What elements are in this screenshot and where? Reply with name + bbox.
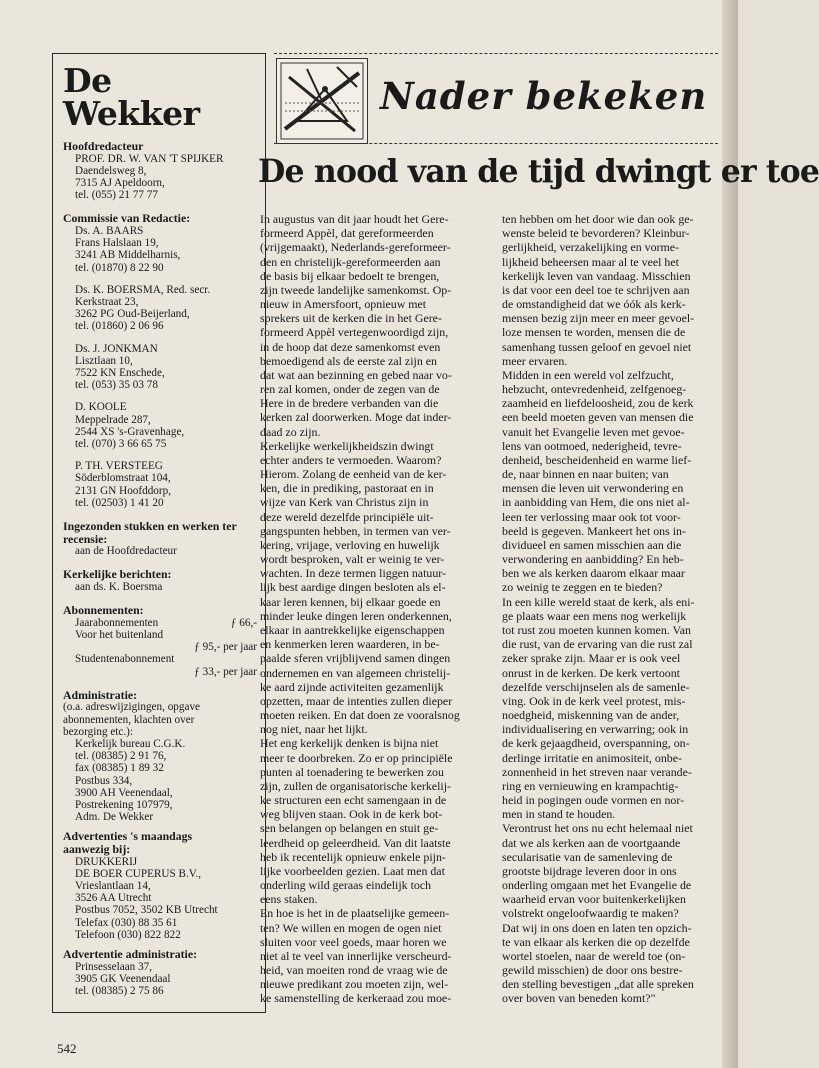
article-line: moeten reiken. En dat doen ze vooralsnog — [260, 708, 460, 723]
adv-admin-line: tel. (08385) 2 75 86 — [75, 985, 164, 998]
article-line: wachten. In deze termen liggen natuur- — [260, 566, 446, 581]
masthead-title: De Wekker — [63, 61, 200, 133]
article-line: dat wat aan bezinning en gebed naar vo- — [260, 367, 452, 382]
article-line: (vrijgemaakt), Nederlands-gereformeer- — [260, 240, 451, 255]
ingezonden-line: aan de Hoofdredacteur — [75, 545, 177, 558]
masthead-section-line: tel. (01860) 2 06 96 — [75, 320, 164, 333]
abonnement-jaar-label: Jaarabonnementen — [75, 616, 159, 629]
article-line: lijk best aardige dingen besloten als el- — [260, 580, 446, 595]
article-line: zijn tweede landelijke samenkomst. Op- — [260, 282, 452, 297]
abonnement-student-label: Studentenabonnement — [75, 653, 175, 666]
masthead-editors — [63, 140, 257, 509]
ingezonden-block — [63, 520, 257, 557]
administratie-note-1: (o.a. adreswijzigingen, opgave — [63, 701, 200, 714]
article-line: de, naar binnen en naar buiten; van — [502, 467, 669, 482]
masthead-section — [63, 460, 257, 509]
masthead-section-line: Söderblomstraat 104, — [75, 472, 171, 485]
article-line: men in stand te houden. — [502, 807, 616, 822]
article-line: denheid, bescheidenheid en warme lief- — [502, 452, 692, 467]
article-line: onrust in de kerken. De kerk vertoont — [502, 665, 680, 680]
administratie-line: Postrekening 107979, — [75, 799, 173, 812]
masthead-section — [63, 401, 257, 450]
masthead-section-line: 3262 PG Oud-Beijerland, — [75, 308, 190, 321]
masthead-section-line: 3241 AB Middelharnis, — [75, 249, 181, 262]
article-line: lijkheid beheersen maar al te veel het — [502, 254, 679, 269]
article-line: ke aard zijnde activiteiten gezamenlijk — [260, 679, 444, 694]
article-line: wordt besproken, valt er weinig te ver- — [260, 552, 445, 567]
ingezonden-heading: Ingezonden stukken en werken ter recensie: — [63, 519, 237, 546]
adv-admin-line: Prinsesselaan 37, — [75, 960, 153, 973]
article-line: opzetten, maar de intenties zullen dieper — [260, 693, 453, 708]
masthead-section-line: PROF. DR. W. VAN 'T SPIJKER — [75, 152, 224, 165]
article-line: leen ter verlossing maar ook tot voor- — [502, 509, 681, 524]
article-line: waarheid ervan voor buitenkerkelijken — [502, 892, 686, 907]
article-column-1 — [260, 212, 492, 1006]
article-line: wenste beleid te bevorderen? Kleinbur- — [502, 226, 690, 241]
advertenties-block — [63, 830, 257, 941]
article-line: de basis bij elkaar bedoelt te brengen, — [260, 268, 440, 283]
masthead-section — [63, 343, 257, 392]
article-line: en kenmerken leren waarderen, in be- — [260, 637, 440, 652]
article-line: gangspunten hebben, in termen van ver- — [260, 523, 451, 538]
article-line: sen belangen op belangen en stuit ge- — [260, 821, 439, 836]
section-logo — [276, 58, 368, 144]
masthead-section-line: Ds. J. JONKMAN — [75, 342, 158, 355]
article-line: de kerk gejaagdheid, overspanning, on- — [502, 736, 690, 751]
article-line: nieuw in Amersfoort, opnieuw met — [260, 297, 427, 312]
masthead-section-line: tel. (055) 21 77 77 — [75, 189, 158, 202]
article-line: ten hebben om het door wie dan ook ge- — [502, 212, 694, 226]
advertenties-line: 3526 AA Utrecht — [75, 892, 152, 905]
article-line: paalde sferen vrijblijvend samen dingen — [260, 651, 451, 666]
administratie-block — [63, 689, 257, 824]
advertenties-line: DE BOER CUPERUS B.V., — [75, 867, 201, 880]
article-line: daad zo zijn. — [260, 424, 321, 439]
article-line: weg blijven staan. Ook in de kerk bot- — [260, 807, 443, 822]
abonnementen-heading: Abonnementen: — [63, 603, 144, 618]
page-number: 542 — [57, 1041, 77, 1056]
kerkelijk-heading: Kerkelijke berichten: — [63, 567, 172, 582]
advertenties-lines — [63, 856, 257, 941]
masthead-section-line: Kerkstraat 23, — [75, 296, 139, 309]
kerkelijk-block — [63, 568, 257, 593]
advertenties-line: DRUKKERIJ — [75, 855, 138, 868]
article-line: loze mensen te worden, mensen die de — [502, 325, 686, 340]
article-line: over boven van beneden komt?" — [502, 991, 656, 1006]
advertenties-line: Vrieslantlaan 14, — [75, 880, 151, 893]
article-line: echter anders te vermoeden. Waarom? — [260, 452, 442, 467]
article-line: ke structuren een echt samengaan in de — [260, 793, 447, 808]
masthead-section-line: Ds. K. BOERSMA, Red. secr. — [75, 283, 211, 296]
administratie-line: fax (08385) 1 89 32 — [75, 762, 164, 775]
article-line: zonnenheid in het streven naar verande- — [502, 764, 692, 779]
article-line: En hoe is het in de plaatselijke gemeen- — [260, 906, 450, 921]
masthead-section-heading: Hoofdredacteur — [63, 139, 144, 153]
article-line: Dat wij in ons doen en laten ten opzich- — [502, 920, 692, 935]
drafting-tools-icon — [277, 59, 367, 143]
abonnement-buitenland-price: ƒ 95,- per jaar — [194, 641, 257, 654]
administratie-heading: Administratie: — [63, 687, 138, 702]
article-line: heb ik recentelijk opnieuw enkele pijn- — [260, 849, 446, 864]
masthead-section — [63, 140, 257, 201]
article-line: zaamheid en liefdeloosheid, zou de kerk — [502, 396, 694, 411]
adv-admin-lines — [63, 961, 257, 998]
article-line: Verontrust het ons nu echt helemaal niet — [502, 821, 693, 836]
administratie-line: 3900 AH Veenendaal, — [75, 786, 173, 799]
article-line: ving. Ook in de kerk veel protest, mis- — [502, 693, 686, 708]
article-line: formeerd Appèl vertegenwoordigd zijn, — [260, 325, 449, 340]
article-line: wijze van Kerk van Christus zijn in — [260, 495, 429, 510]
article-line: in de hoop dat deze samenkomst even — [260, 339, 441, 354]
administratie-line: Adm. De Wekker — [75, 811, 154, 824]
article-line: dividueel en samen misschien aan die — [502, 537, 682, 552]
article-line: een beeld moeten geven van mensen die — [502, 410, 694, 425]
article-line: in aanbidding van Hem, die ons niet al- — [502, 495, 690, 510]
article-line: onderling omgaan met het Evangelie de — [502, 878, 692, 893]
article-line: formeerd Appèl, dat gereformeerden — [260, 226, 434, 241]
administratie-line: tel. (08385) 2 91 76, — [75, 750, 167, 763]
kerkelijk-line: aan ds. K. Boersma — [75, 581, 163, 594]
advertenties-heading-2: aanwezig bij: — [63, 842, 131, 857]
article-line: nieuwe predikant zou moeten zijn, wel- — [260, 977, 449, 992]
article-line: ring en vernieuwing en krampachtig- — [502, 778, 679, 793]
masthead-section-line: 2131 GN Hoofddorp, — [75, 484, 172, 497]
article-line: ge plaats waar een mens nog werkelijk — [502, 608, 687, 623]
article-line: kaar leren kennen, bij elkaar goede en — [260, 594, 441, 609]
article-line: ken, die in prediking, pastoraat en in — [260, 481, 434, 496]
article-line: heid, van moeiten rond de vraag wie de — [260, 963, 448, 978]
administratie-note-3: bezorging etc.): — [63, 725, 133, 738]
article-line: te van elkaar als kerken die op dezelfde — [502, 934, 690, 949]
article-line: Kerkelijke werkelijkheidszin dwingt — [260, 438, 434, 453]
masthead-section-line: 7315 AJ Apeldoorn, — [75, 177, 165, 189]
advertenties-heading-1: Advertenties 's maandags — [63, 829, 193, 844]
article-line: gerlijkheid, verzakelijking en vorme- — [502, 240, 679, 255]
masthead-section-line: 7522 KN Enschede, — [75, 367, 165, 380]
advertenties-line: Telefax (030) 88 35 61 — [75, 916, 178, 929]
article-line: eens staken. — [260, 892, 318, 907]
article-line: Here in de bredere verbanden van die — [260, 396, 439, 411]
article-line: die rust, van de ervaring van die rust zal — [502, 637, 693, 652]
article-line: den en christelijk-gereformeerden aan — [260, 254, 441, 269]
article-line: beeld is gegeven. Mankeert het ons in- — [502, 523, 686, 538]
article-line: ke samenstelling de kerkeraad zou moe- — [260, 991, 452, 1006]
article-line: onderling wild geraas eindelijk toch — [260, 878, 432, 893]
article-line: ten? We willen en mogen de ogen niet — [260, 920, 442, 935]
article-line: mensen die leven uit verwondering en — [502, 481, 684, 496]
article-headline: De nood van de tijd dwingt er toe — [258, 153, 819, 190]
article-line: elkaar in aantrekkelijke eigenschappen — [260, 622, 445, 637]
administratie-note-2: abonnementen, klachten over — [63, 713, 195, 726]
masthead-section-line: Lisztlaan 10, — [75, 354, 133, 367]
masthead-section-line: 2544 XS 's-Gravenhage, — [75, 425, 185, 438]
article-line: dezelfde verschijnselen als de samenle- — [502, 679, 690, 694]
article-line: In augustus van dit jaar houdt het Gere- — [260, 212, 449, 226]
article-line: zeker sprake zijn. Maar er is ook veel — [502, 651, 681, 666]
administratie-line: Kerkelijk bureau C.G.K. — [75, 738, 186, 751]
masthead-section-line: tel. (053) 35 03 78 — [75, 379, 158, 392]
article-line: deze wereld dezelfde principiële uit- — [260, 509, 434, 524]
article-line: noedgheid, miskenning van de ander, — [502, 708, 680, 723]
masthead-section-line: Frans Halslaan 19, — [75, 237, 159, 250]
abonnement-row-jaar — [63, 617, 257, 629]
article-line: tot rust zou moeten kunnen komen. Van — [502, 622, 692, 637]
article-line: Het eng kerkelijk denken is bijna niet — [260, 736, 439, 751]
adv-admin-heading: Advertentie administratie: — [63, 947, 197, 962]
article-line: hebzucht, ontevredenheid, zelfgenoeg- — [502, 382, 687, 397]
masthead-section-line: Meppelrade 287, — [75, 413, 151, 426]
masthead-section-line: P. TH. VERSTEEG — [75, 460, 163, 473]
article-line: minder leuke dingen leren onderkennen, — [260, 608, 452, 623]
administratie-lines — [63, 738, 257, 823]
article-line: volstrekt ongeloofwaardig te maken? — [502, 906, 679, 921]
article-line: kering, vrijage, verloving en huwelijk — [260, 537, 440, 552]
masthead-section-line: D. KOOLE — [75, 401, 127, 414]
article-line: samenhang tussen geloof en gevoel niet — [502, 339, 692, 354]
article-line: is dat voor een deel toe te schrijven aan — [502, 282, 690, 297]
article-line: zijn, zullen de organisatorische kerkelij- — [260, 778, 451, 793]
article-line: niet al te veel van innerlijke verscheurd- — [260, 948, 452, 963]
article-line: sprekers uit de kerken die in het Gere- — [260, 311, 442, 326]
article-line: sluiten voor veel goeds, maar horen we — [260, 934, 447, 949]
header-rule-top — [274, 53, 718, 54]
article-line: wortel stoelen, naar de wereld toe (on- — [502, 948, 686, 963]
masthead-section — [63, 212, 257, 273]
masthead-box — [52, 53, 266, 1013]
article-line: den stelling bevestigen „dat alle spreken — [502, 977, 694, 992]
article-line: zo weinig te zeggen en te bieden? — [502, 580, 663, 595]
article-line: In een kille wereld staat de kerk, als eni- — [502, 594, 695, 609]
abonnement-student-price: ƒ 33,- per jaar — [194, 665, 257, 678]
article-line: secularisatie van de samenleving de — [502, 849, 673, 864]
article-line: individualisering en verwarring; ook in — [502, 722, 689, 737]
article-line: ben we als kerken daarom elkaar maar — [502, 566, 685, 581]
administratie-line: Postbus 334, — [75, 774, 133, 787]
article-line: ondernemen en van algemeen christelij- — [260, 665, 451, 680]
article-line: bemoedigend als de eerste zal zijn en — [260, 353, 437, 368]
masthead-section-heading: Commissie van Redactie: — [63, 211, 191, 226]
article-line: heid in pogingen oude vormen en nor- — [502, 793, 685, 808]
section-title: Nader bekeken — [380, 74, 708, 118]
article-line: meer ervaren. — [502, 353, 568, 368]
article-line: kerken zal doorwerken. Moge dat inder- — [260, 410, 452, 425]
abonnement-jaar-price: ƒ 66,- — [230, 616, 257, 629]
abonnementen-block — [63, 604, 257, 678]
article-line: leerdheid op geleerdheid. Van dit laatste — [260, 835, 451, 850]
article-line: lens van ootmoed, nederigheid, tevre- — [502, 438, 682, 453]
article-line: Hierom. Zolang de eenheid van de ker- — [260, 467, 447, 482]
masthead-section-line: Ds. A. BAARS — [75, 225, 144, 237]
masthead-section-line: Daendelsweg 8, — [75, 164, 147, 177]
article-line: dat we als kerken aan de voortgaande — [502, 835, 681, 850]
masthead-section-line: tel. (02503) 1 41 20 — [75, 496, 164, 509]
article-line: derlinge irritatie en animositeit, onbe- — [502, 750, 682, 765]
article-line: gewild misschien) de door ons bestre- — [502, 963, 683, 978]
article-line: lijke voorbeelden gezien. Laat men dat — [260, 863, 445, 878]
article-column-2 — [502, 212, 724, 1006]
article-line: mensen bezig zijn meer en meer gevoel- — [502, 311, 695, 326]
article-line: nog niet, naar het lijkt. — [260, 722, 368, 737]
masthead-section-line: tel. (01870) 8 22 90 — [75, 261, 164, 274]
article-line: verwondering en aanbidding? En heb- — [502, 552, 684, 567]
article-line: punten al toenadering te bewerken zou — [260, 764, 444, 779]
advertenties-line: Telefoon (030) 822 822 — [75, 928, 181, 941]
abonnement-buitenland-label: Voor het buitenland — [75, 629, 164, 642]
adv-admin-block — [63, 948, 257, 997]
advertenties-line: Postbus 7052, 3502 KB Utrecht — [75, 904, 218, 917]
article-line: de omstandigheid dat we óók als kerk- — [502, 297, 686, 312]
article-line: kerkelijk leven van vandaag. Misschien — [502, 268, 691, 283]
article-line: Midden in een wereld vol zelfzucht, — [502, 367, 674, 382]
masthead-section-line: tel. (070) 3 66 65 75 — [75, 438, 167, 451]
article-line: meer te doorbreken. Zo er op principiële — [260, 750, 453, 765]
adv-admin-line: 3905 GK Veenendaal — [75, 972, 171, 985]
masthead-section — [63, 284, 257, 333]
article-line: grootste bijdrage leveren door in ons — [502, 863, 677, 878]
article-line: ren zal komen, onder de zegen van de — [260, 382, 440, 397]
article-line: vanuit het Evangelie leven met gevoe- — [502, 424, 685, 439]
